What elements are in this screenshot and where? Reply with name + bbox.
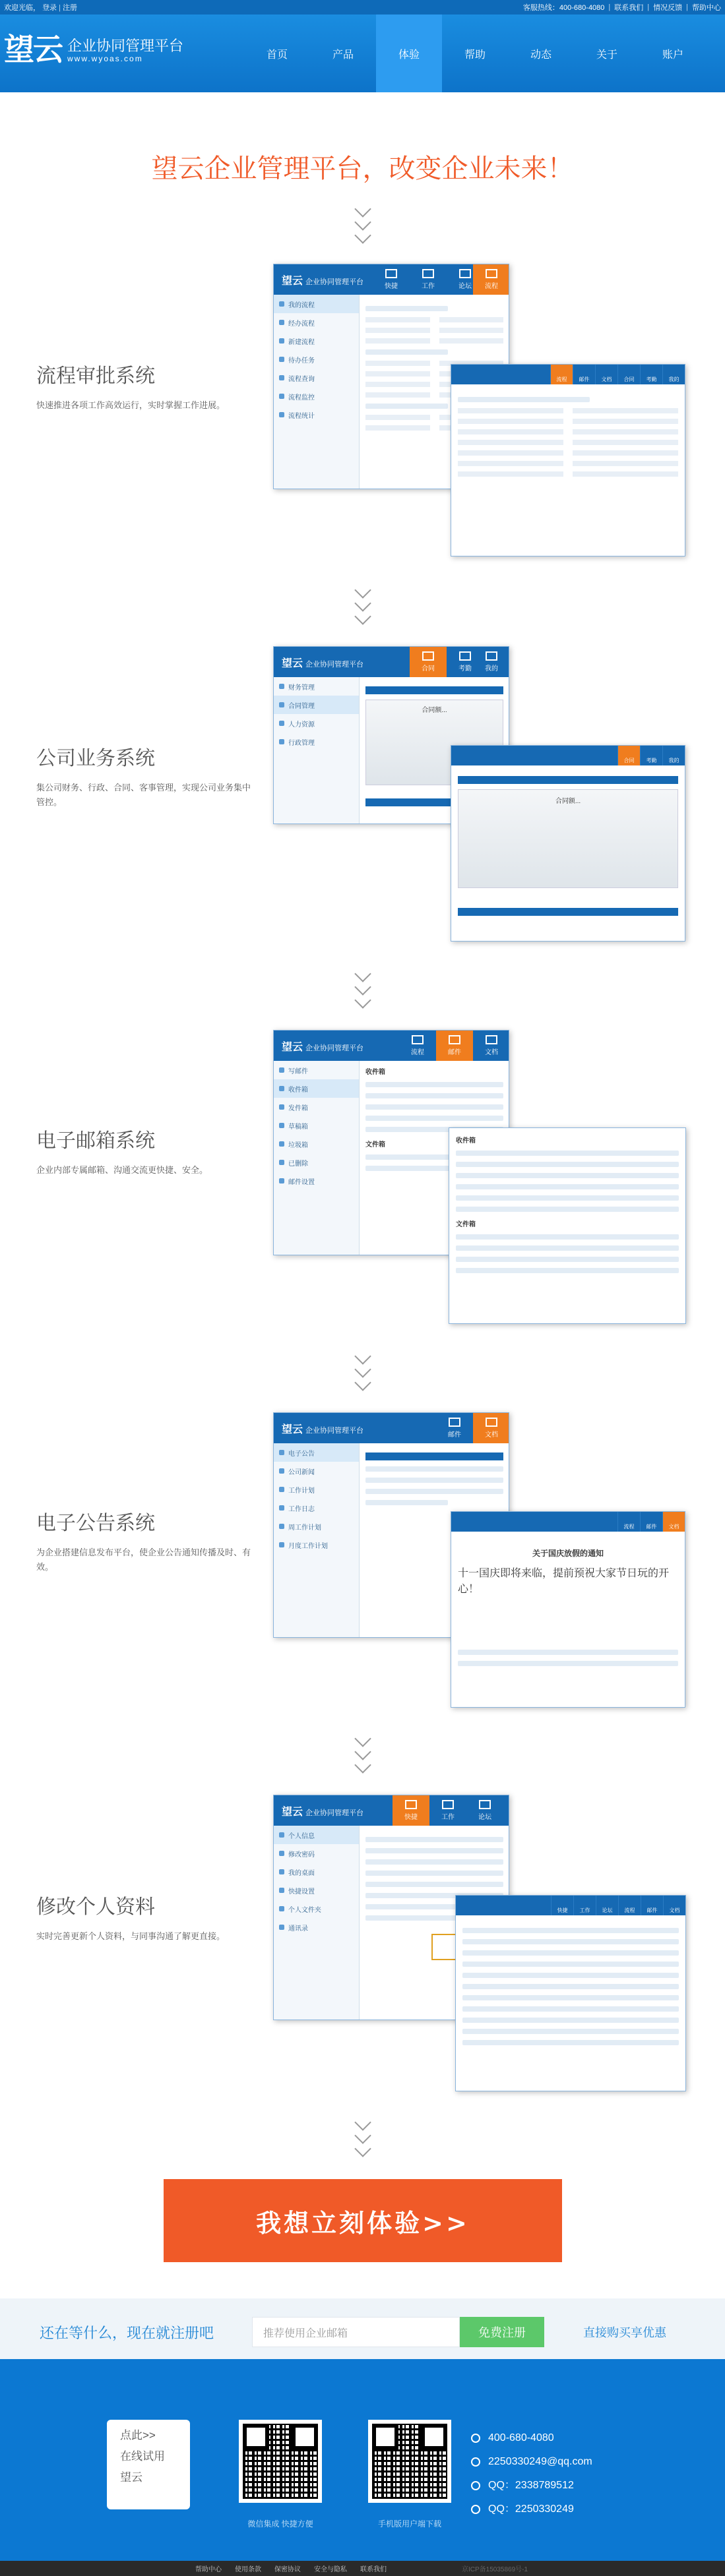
mail-icon: 邮件 [436, 1031, 473, 1061]
mail-icon: 邮件 [436, 1413, 473, 1443]
mock-sidebar [274, 1061, 360, 1255]
mock-side-item: 流程统计 [274, 405, 359, 424]
contract-tab: 合同 [617, 365, 640, 384]
mock-inbox-label: 收件箱 [365, 1069, 385, 1076]
app-qr-code [368, 2420, 451, 2503]
mock-titlebar [274, 1031, 509, 1061]
main-nav [244, 15, 706, 92]
header [0, 15, 725, 92]
work-tab: 工作 [573, 1896, 596, 1915]
mock-sidebar [274, 677, 360, 824]
bottom-link-privacy-agreement[interactable]: 保密协议 [274, 2566, 301, 2573]
mock-chart: 合同额... [365, 700, 503, 785]
section-desc-workflow: 快速推进各项工作高效运行，实时掌握工作进展。 [36, 400, 226, 410]
mock-side-item: 公司新闻 [274, 1462, 359, 1480]
bottom-link-help[interactable]: 帮助中心 [195, 2566, 222, 2573]
notice-screenshot-secondary [451, 1511, 685, 1708]
flow-icon: 流程 [473, 264, 509, 295]
logo-en: www.wyoas.com [67, 54, 143, 63]
chevron-down-icon [353, 208, 373, 241]
bottom-link-security[interactable]: 安全与隐私 [314, 2566, 347, 2573]
work-icon: 工作 [410, 264, 447, 295]
mock-side-item: 写邮件 [274, 1061, 359, 1079]
mock-side-item: 收件箱 [274, 1079, 359, 1098]
trial-line: 点此>> [120, 2429, 156, 2441]
mock-content [451, 765, 685, 926]
mock-toolbar [451, 365, 685, 384]
qq-icon [471, 2481, 480, 2490]
mock-side-item: 我的桌面 [274, 1863, 359, 1881]
mock-side-item: 电子公告 [274, 1443, 359, 1462]
mock-content [451, 384, 685, 483]
nav-home[interactable]: 首页 [266, 49, 288, 61]
mock-side-item: 财务管理 [274, 677, 359, 696]
mock-content [449, 1128, 685, 1286]
attendance-icon: 考勤 [447, 647, 484, 677]
wechat-qr-caption: 微信集成 快捷方便 [247, 2519, 313, 2529]
quick-icon: 快捷 [393, 1795, 429, 1826]
mock-side-item: 合同管理 [274, 696, 359, 714]
register-prompt: 还在等什么，现在就注册吧 [40, 2325, 214, 2341]
mock-side-item: 流程监控 [274, 387, 359, 405]
hotline-text: 客服热线：400-680-4080 [522, 4, 605, 12]
logo-text [67, 38, 183, 63]
forum-tab: 论坛 [596, 1896, 618, 1915]
nav-help[interactable]: 帮助 [464, 49, 486, 61]
doc-icon: 文档 [473, 1413, 509, 1443]
contract-icon: 合同 [410, 647, 447, 677]
help-center-link[interactable]: 帮助中心 [692, 4, 721, 12]
mock-side-item: 邮件设置 [274, 1172, 359, 1190]
mock-sidebar [274, 1443, 360, 1637]
mock-notice-text: 十一国庆即将来临，提前预祝大家节日玩的开心！ [458, 1567, 670, 1595]
mock-side-item: 人力资源 [274, 714, 359, 733]
forum-icon: 论坛 [447, 264, 484, 295]
contract-tab: 合同 [617, 746, 640, 765]
doc-icon: 文档 [473, 1031, 509, 1061]
nav-account[interactable]: 账户 [662, 49, 683, 61]
app-qr-caption: 手机版用户端下载 [377, 2519, 441, 2529]
logo-cn: 企业协同管理平台 [67, 38, 184, 54]
mock-logo: 望云 企业协同管理平台 [282, 1041, 364, 1053]
mock-inbox-label: 收件箱 [456, 1137, 476, 1145]
flow-tab: 流程 [618, 1896, 641, 1915]
profile-screenshot-secondary [455, 1895, 686, 2091]
mock-side-item: 已删除 [274, 1153, 359, 1172]
nav-experience[interactable]: 体验 [376, 15, 442, 92]
mock-titlebar [274, 264, 509, 295]
section-desc-notice: 为企业搭建信息发布平台，使企业公告通知传播及时、有效。 [36, 1547, 251, 1572]
footer [0, 2359, 725, 2561]
mock-titlebar [274, 647, 509, 677]
divider: | [647, 3, 650, 11]
chevron-down-icon [353, 973, 373, 1006]
mock-titlebar [274, 1413, 509, 1443]
trial-line: 望云 [120, 2471, 142, 2484]
try-now-button[interactable]: 我想立刻体验>> [164, 2179, 562, 2262]
bottom-bar [0, 2561, 725, 2576]
mock-chart: 合同额... [458, 789, 678, 888]
phone-row: 400-680-4080 [471, 2426, 592, 2450]
chevron-down-icon [353, 2122, 373, 2155]
forum-icon: 论坛 [466, 1795, 503, 1826]
doc-tab: 文档 [663, 1896, 685, 1915]
chevron-down-icon [353, 1356, 373, 1389]
login-link[interactable]: 登录 [42, 4, 57, 12]
mock-side-item: 我的流程 [274, 295, 359, 313]
mock-side-item: 经办流程 [274, 313, 359, 332]
mock-toolbar [451, 746, 685, 765]
flow-tab: 流程 [550, 365, 573, 384]
top-bar-right [523, 2, 721, 13]
mail-icon [471, 2457, 480, 2467]
flow-icon: 流程 [399, 1031, 436, 1061]
mock-logo: 望云 企业协同管理平台 [282, 1806, 364, 1818]
feedback-link[interactable]: 情况反馈 [653, 4, 683, 12]
register-link[interactable]: 注册 [63, 4, 78, 12]
chevron-down-icon [353, 1738, 373, 1771]
mock-side-item: 垃圾箱 [274, 1135, 359, 1153]
mail-screenshot-secondary [449, 1127, 686, 1324]
qq-row[interactable]: QQ：2250330249 [471, 2498, 592, 2521]
nav-about[interactable]: 关于 [596, 49, 617, 61]
divider: | [59, 4, 61, 12]
mock-side-item: 快捷设置 [274, 1881, 359, 1900]
mock-side-item: 修改密码 [274, 1844, 359, 1863]
mock-logo: 望云 企业协同管理平台 [282, 275, 364, 287]
attendance-tab: 考勤 [640, 746, 662, 765]
mine-tab: 我的 [662, 365, 685, 384]
welcome-text: 欢迎光临， [4, 4, 40, 12]
mail-tab: 邮件 [573, 365, 595, 384]
quick-tab: 快捷 [551, 1896, 573, 1915]
trial-line: 在线试用 [120, 2450, 165, 2463]
mock-side-item: 行政管理 [274, 733, 359, 751]
qq-icon [471, 2505, 480, 2514]
online-trial-card[interactable] [107, 2420, 190, 2509]
section-title-business: 公司业务系统 [36, 748, 155, 769]
mock-toolbar [451, 1512, 685, 1532]
email-input[interactable]: 推荐使用企业邮箱 [252, 2317, 460, 2347]
bottom-link-terms[interactable]: 使用条款 [235, 2566, 261, 2573]
nav-news[interactable]: 动态 [530, 49, 552, 61]
mock-side-item: 通讯录 [274, 1918, 359, 1936]
mock-outbox-label: 文件箱 [456, 1221, 476, 1228]
qq-row[interactable]: QQ：2338789512 [471, 2474, 592, 2498]
contact-link[interactable]: 联系我们 [614, 4, 644, 12]
wechat-qr-code [239, 2420, 322, 2503]
contact-list [471, 2426, 592, 2521]
mail-tab: 邮件 [641, 1896, 663, 1915]
divider: | [608, 3, 611, 11]
mock-logo: 望云 企业协同管理平台 [282, 657, 364, 669]
mock-logo: 望云 企业协同管理平台 [282, 1423, 364, 1435]
mock-content [456, 1915, 685, 2058]
workflow-screenshot-secondary [451, 364, 685, 556]
section-desc-business: 集公司财务、行政、合同、客事管理，实现公司业务集中管控。 [36, 783, 251, 807]
mine-icon: 我的 [473, 647, 509, 677]
section-title-notice: 电子公告系统 [36, 1513, 155, 1534]
phone-icon [471, 2434, 480, 2443]
doc-tab: 文档 [595, 365, 617, 384]
work-icon: 工作 [429, 1795, 466, 1826]
mock-content [451, 1532, 685, 1679]
mock-toolbar [456, 1896, 685, 1915]
page-slogan: 望云企业管理平台，改变企业未来！ [151, 154, 574, 183]
mock-side-item: 待办任务 [274, 350, 359, 369]
mock-side-item: 周工作计划 [274, 1517, 359, 1536]
section-title-mail: 电子邮箱系统 [36, 1130, 155, 1152]
register-band [0, 2298, 725, 2364]
mock-sidebar [274, 295, 360, 489]
mock-sidebar [274, 1826, 360, 2020]
divider: | [686, 3, 688, 11]
mock-side-item: 草稿箱 [274, 1116, 359, 1135]
mock-outbox-label: 文件箱 [365, 1141, 385, 1149]
top-bar [0, 0, 725, 15]
email-row[interactable]: 2250330249@qq.com [471, 2450, 592, 2474]
logo[interactable] [4, 33, 183, 66]
mock-titlebar [274, 1795, 509, 1826]
top-bar-left [4, 2, 77, 13]
mock-side-item: 个人文件夹 [274, 1900, 359, 1918]
mine-tab: 我的 [662, 746, 685, 765]
section-title-workflow: 流程审批系统 [36, 365, 155, 387]
doc-tab: 文档 [662, 1512, 685, 1532]
section-desc-mail: 企业内部专属邮箱、沟通交流更快捷、安全。 [36, 1165, 208, 1175]
mock-side-item: 发件箱 [274, 1098, 359, 1116]
mock-side-item: 流程查询 [274, 369, 359, 387]
chevron-down-icon [353, 589, 373, 622]
mock-side-item: 个人信息 [274, 1826, 359, 1844]
flow-tab: 流程 [617, 1512, 640, 1532]
mock-side-item: 月度工作计划 [274, 1536, 359, 1554]
quick-icon: 快捷 [373, 264, 410, 295]
free-register-button[interactable]: 免费注册 [460, 2317, 544, 2347]
mock-side-item: 工作计划 [274, 1480, 359, 1499]
copyright: 京ICP备15035869号-1 [462, 2566, 528, 2573]
logo-mark: 望云 [4, 32, 62, 67]
mock-side-item: 新建流程 [274, 332, 359, 350]
bottom-links [195, 2563, 387, 2573]
section-title-profile: 修改个人资料 [36, 1896, 155, 1918]
mail-tab: 邮件 [640, 1512, 662, 1532]
business-screenshot-secondary [451, 745, 685, 942]
attendance-tab: 考勤 [640, 365, 662, 384]
bottom-link-contact[interactable]: 联系我们 [360, 2566, 387, 2573]
mock-notice-title: 关于国庆放假的通知 [532, 1549, 604, 1558]
buy-link[interactable]: 直接购买享优惠 [583, 2326, 666, 2339]
nav-products[interactable]: 产品 [332, 49, 354, 61]
mock-side-item: 工作日志 [274, 1499, 359, 1517]
section-desc-profile: 实时完善更新个人资料，与同事沟通了解更直接。 [36, 1931, 226, 1941]
